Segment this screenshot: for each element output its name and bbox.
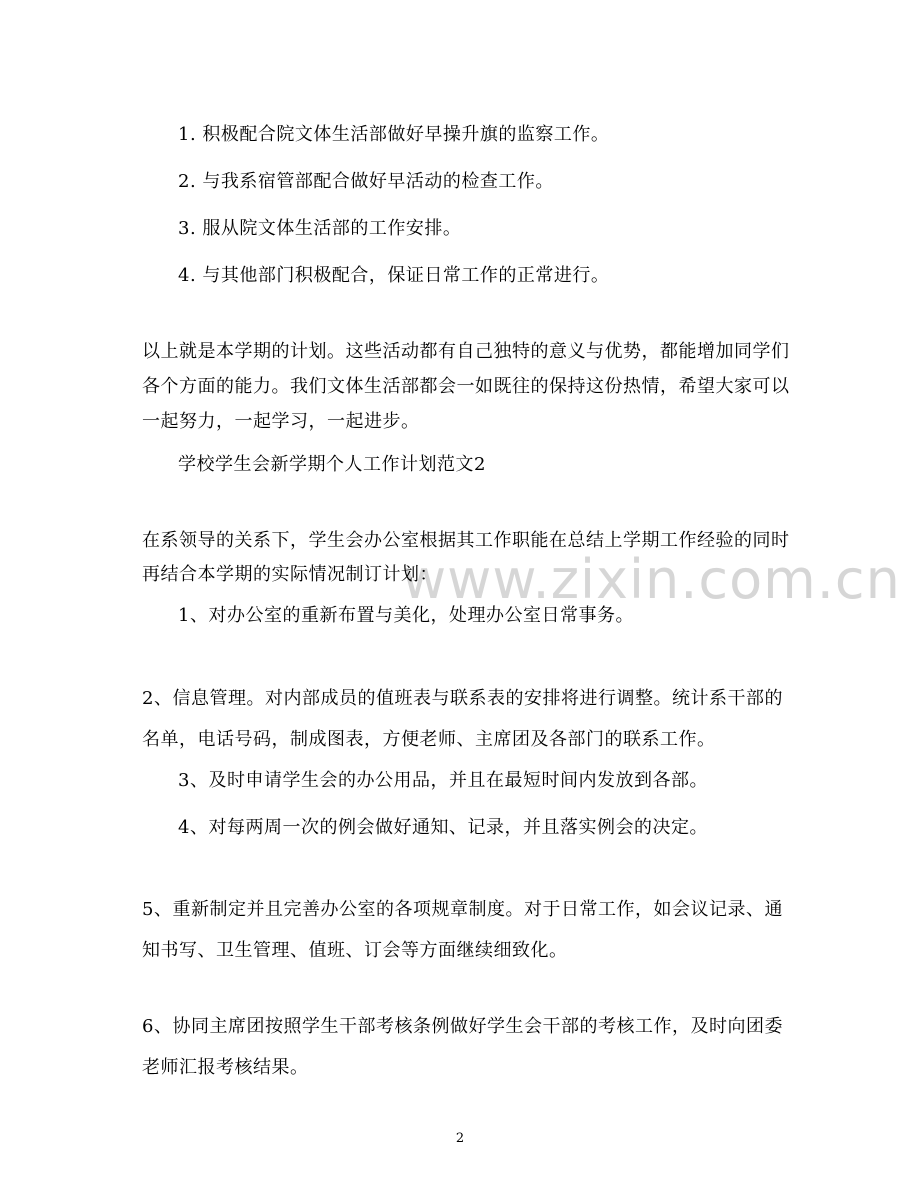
watermark-text: www.zixin.com.cn [402, 548, 901, 611]
list-item: 1. 积极配合院文体生活部做好早操升旗的监察工作。 [178, 124, 610, 145]
plan-item-2-line: 名单，电话号码，制成图表，方便老师、主席团及各部门的联系工作。 [142, 729, 716, 750]
list-item: 3. 服从院文体生活部的工作安排。 [178, 218, 462, 239]
intro-line: 再结合本学期的实际情况制订计划： [142, 564, 438, 585]
plan-item-3: 3、及时申请学生会的办公用品，并且在最短时间内发放到各部。 [178, 770, 708, 791]
plan-item-2-line: 2、信息管理。对内部成员的值班表与联系表的安排将进行调整。统计系干部的 [142, 688, 783, 709]
list-item: 2. 与我系宿管部配合做好早活动的检查工作。 [178, 171, 554, 192]
section-title: 学校学生会新学期个人工作计划范文2 [178, 454, 486, 475]
plan-item-6-line: 6、协同主席团按照学生干部考核条例做好学生会干部的考核工作，及时向团委 [142, 1016, 783, 1037]
summary-line: 各个方面的能力。我们文体生活部都会一如既往的保持这份热情，希望大家可以 [142, 376, 790, 397]
summary-line: 以上就是本学期的计划。这些活动都有自己独特的意义与优势，都能增加同学们 [142, 341, 790, 362]
plan-item-1: 1、对办公室的重新布置与美化，处理办公室日常事务。 [178, 605, 634, 626]
plan-item-6-line: 老师汇报考核结果。 [142, 1057, 309, 1078]
list-item: 4. 与其他部门积极配合，保证日常工作的正常进行。 [178, 265, 610, 286]
page-number: 2 [455, 1131, 465, 1146]
summary-line: 一起努力，一起学习，一起进步。 [142, 411, 420, 432]
plan-item-5-line: 5、重新制定并且完善办公室的各项规章制度。对于日常工作，如会议记录、通 [142, 899, 783, 920]
plan-item-4: 4、对每两周一次的例会做好通知、记录，并且落实例会的决定。 [178, 817, 708, 838]
plan-item-5-line: 知书写、卫生管理、值班、订会等方面继续细致化。 [142, 940, 568, 961]
intro-line: 在系领导的关系下，学生会办公室根据其工作职能在总结上学期工作经验的同时 [142, 530, 790, 551]
